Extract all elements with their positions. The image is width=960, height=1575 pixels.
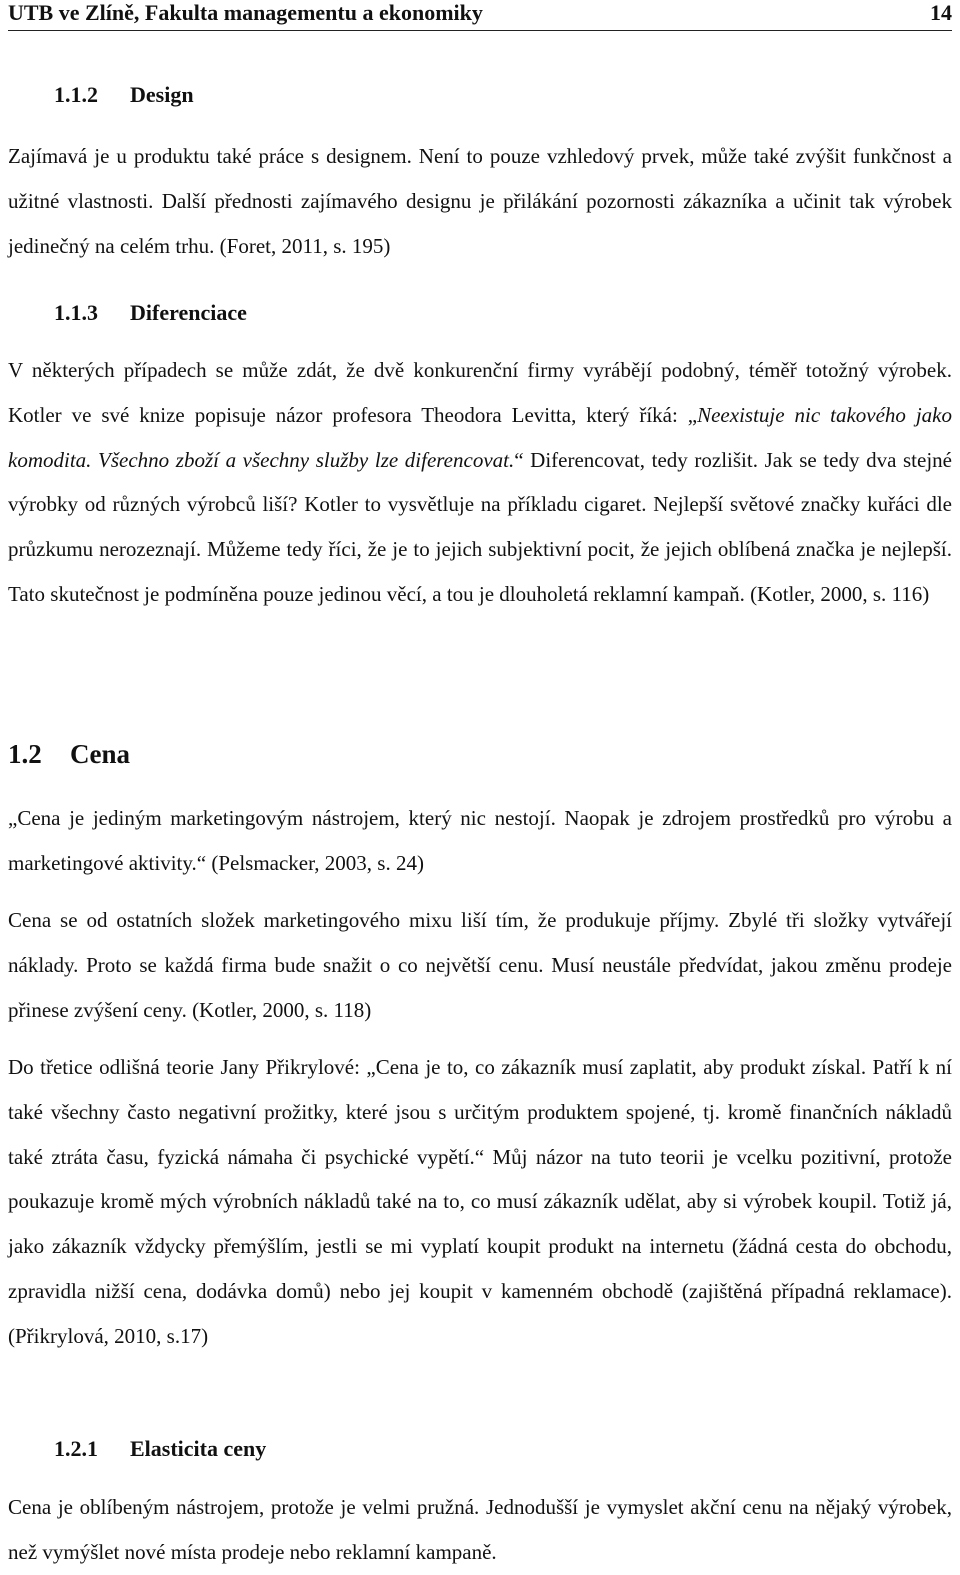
text-before-quote: V některých případech se může zdát, že dvě konkurenční firmy vyrábějí podobný, téměř totožný výrobek. Kotler ve své knize popisuje názor profesora Theodora Levitta, který říká: „ [8, 358, 952, 427]
heading-title: Cena [70, 739, 130, 769]
heading-title: Design [130, 82, 194, 107]
paragraph-diferenciace [8, 348, 952, 617]
heading-number: 1.1.3 [54, 300, 98, 325]
heading-number: 1.2 [8, 739, 42, 769]
paragraph-cena-2: Cena se od ostatních složek marketingového mixu liší tím, že produkuje příjmy. Zbylé tři složky vytvářejí náklady. Proto se každá firma bude snažit o co největší cenu. Musí neustále předvídat, jakou změnu prodeje přinese zvýšení ceny. (Kotler, 2000, s. 118) [8, 908, 952, 1022]
levitt-quote: Neexistuje nic takového jako komodita. Všechno zboží a všechny služby lze diferencovat. [8, 402, 952, 472]
heading-cena [8, 738, 130, 770]
paragraph-cena-1: „Cena je jediným marketingovým nástrojem, který nic nestojí. Naopak je zdrojem prostředků pro výrobu a marketingové aktivity.“ (Pelsmacker, 2003, s. 24) [8, 806, 952, 875]
heading-design [54, 82, 194, 108]
heading-elasticita [54, 1436, 266, 1462]
paragraph-elasticita: Cena je oblíbeným nástrojem, protože je velmi pružná. Jednodušší je vymyslet akční cenu na nějaký výrobek, než vymýšlet nové místa prodeje nebo reklamní kampaně. [8, 1495, 952, 1564]
heading-title: Diferenciace [130, 300, 247, 325]
header-title: UTB ve Zlíně, Fakulta managementu a ekonomiky [8, 0, 483, 25]
text-after-quote: “ Diferencovat, tedy rozlišit. Jak se tedy dva stejné výrobky od různých výrobců liší? Kotler to vysvětluje na příkladu cigaret. Nejlepší světové značky kuřáci dle průzkumu nerozeznají. Můžeme tedy říci, že je to jejich subjektivní pocit, že jejich oblíbená značka je nejlepší. Tato skutečnost je podmíněna pouze jedinou věcí, a tou je dlouholetá reklamní kampaň. (Kotler, 2000, s. 116) [8, 447, 952, 606]
heading-number: 1.2.1 [54, 1436, 98, 1461]
paragraph-cena-3: Do třetice odlišná teorie Jany Přikrylové: „Cena je to, co zákazník musí zaplatit, aby produkt získal. Patří k ní také všechny často negativní prožitky, které jsou s určitým produktem spojené, tj. kromě finančních nákladů také ztráta času, fyzická námaha či psychické vypětí.“ Můj názor na tuto teorii je vcelku pozitivní, protože poukazuje kromě mých výrobních nákladů také na to, co musí zákazník udělat, aby si výrobek koupil. Totiž já, jako zákazník vždycky přemýšlím, jestli se mi vyplatí koupit produkt na internetu (žádná cesta do obchodu, zpravidla nižší cena, dodávka domů) nebo jej koupit v kamenném obchodě (zajištěná případná reklamace). (Přikrylová, 2010, s.17) [8, 1055, 952, 1348]
paragraph-design: Zajímavá je u produktu také práce s designem. Není to pouze vzhledový prvek, může také zvýšit funkčnost a užitné vlastnosti. Další přednosti zajímavého designu je přilákání pozornosti zákazníka a učinit tak výrobek jedinečný na celém trhu. (Foret, 2011, s. 195) [8, 144, 952, 258]
page-header [8, 0, 952, 31]
heading-diferenciace [54, 300, 247, 326]
heading-title: Elasticita ceny [130, 1436, 267, 1461]
page-number: 14 [930, 0, 952, 25]
heading-number: 1.1.2 [54, 82, 98, 107]
